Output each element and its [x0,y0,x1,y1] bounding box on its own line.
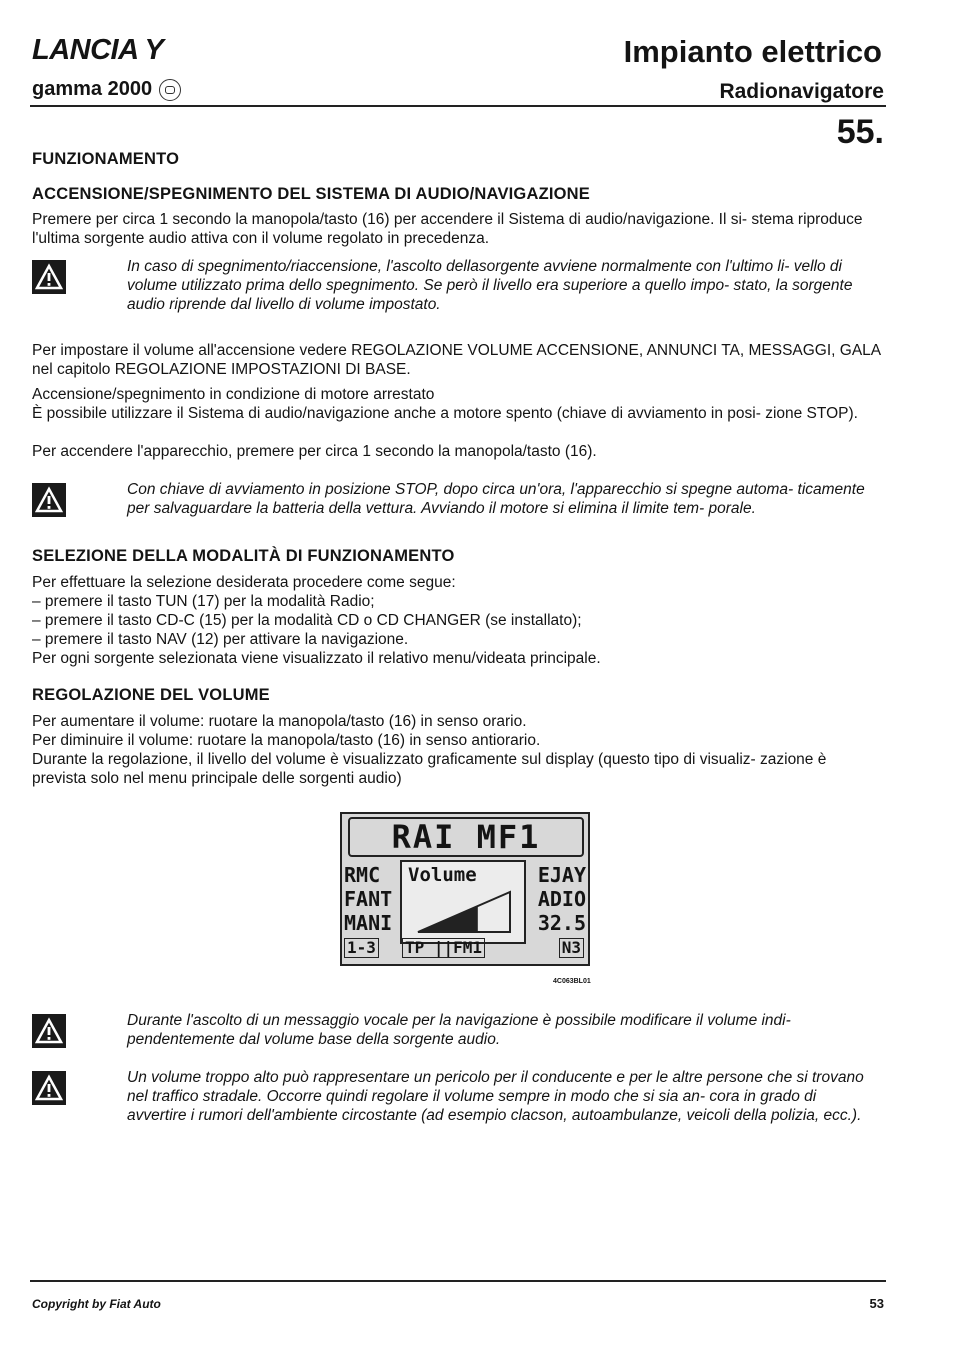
paragraph-volume-2: Per diminuire il volume: ruotare la manopola/tasto (16) in senso antiorario. [32,732,541,749]
footer-rule [30,1280,886,1282]
chapter-title: Impianto elettrico [623,34,882,69]
list-item-mode-1: – premere il tasto TUN (17) per la modalità Radio; [32,593,375,610]
display-left-row: RMC [344,863,381,887]
brand-title: LANCIA Y [32,34,164,66]
page-code: 55. [836,113,884,151]
warning-triangle-icon [32,1071,66,1105]
paragraph-mode-intro: Per effettuare la selezione desiderata procedere come segue: [32,574,456,591]
warning-note-1 [32,258,884,314]
heading-power: ACCENSIONE/SPEGNIMENTO DEL SISTEMA DI AUDIO/NAVIGAZIONE [32,185,590,203]
warning-triangle-icon [32,260,66,294]
warning-note-4 [32,1069,884,1125]
warning-note-3 [32,1012,884,1050]
page-number: 53 [869,1296,884,1311]
warning-note-text: In caso di spegnimento/riaccensione, l'ascolto dellasorgente avviene normalmente con l'ultimo li- vello di volume utilizzato prima dello spegnimento. Se però il livello era superiore a quello impo- stato, la sorgente audio riprende dal livello di volume impostato. [127,258,853,313]
header-rule [30,105,886,107]
radio-logo-icon [159,79,181,101]
warning-note-text: Un volume troppo alto può rappresentare un pericolo per il conducente e per le altre persone che si trovano nel traffico stradale. Occorre quindi regolare il volume sempre in modo che si sia an- cora in grado di avvertire i rumori dell'ambiente circostante (ad esempio clacson, autoambulanze, veicoli della polizia, ecc.). [127,1069,864,1124]
heading-volume: REGOLAZIONE DEL VOLUME [32,686,270,704]
paragraph-engine-off-2: Per accendere l'apparecchio, premere per circa 1 secondo la manopola/tasto (16). [32,443,597,460]
paragraph-volume-1: Per aumentare il volume: ruotare la manopola/tasto (16) in senso orario. [32,713,527,730]
heading-mode: SELEZIONE DELLA MODALITÀ DI FUNZIONAMENTO [32,547,455,565]
display-left-row: MANI [344,911,393,935]
warning-triangle-icon [32,1014,66,1048]
display-left-row: FANT [344,887,393,911]
model-range-label: gamma 2000 [32,78,153,100]
paragraph-engine-off: È possibile utilizzare il Sistema di audio/navigazione anche a motore spento (chiave di avviamento in posi- zione STOP). [32,405,858,422]
paragraph-volume-3: Durante la regolazione, il livello del volume è visualizzato graficamente sul display (questo tipo di visualiz- zazione è prevista solo nel menu principale delle sorgenti audio) [32,751,827,787]
subchapter-title: Radionavigatore [719,80,884,103]
display-station-name: RAI MF1 [348,817,584,857]
display-nav-indicator: N3 [559,938,584,958]
paragraph-mode-outro: Per ogni sorgente selezionata viene visualizzato il relativo menu/videata principale. [32,650,601,667]
volume-label: Volume [408,864,477,886]
warning-note-text: Con chiave di avviamento in posizione STOP, dopo circa un'ora, l'apparecchio si spegne automa- ticamente per salvaguardare la batteria della vettura. Avviando il motore si elimina il limite tem- porale. [127,481,865,517]
volume-popup [400,860,526,944]
display-preset-indicator: 1-3 [344,938,379,958]
model-range [32,78,181,101]
paragraph-power-1: Premere per circa 1 secondo la manopola/tasto (16) per accendere il Sistema di audio/navigazione. Il si- stema riproduce l'ultima sorgente audio attiva con il volume regolato in precedenza. [32,211,863,247]
figure-code: 4C063BL01 [553,978,591,985]
list-item-mode-3: – premere il tasto NAV (12) per attivare la navigazione. [32,631,409,648]
display-right-row: ADIO [537,887,586,911]
display-band-indicator: TP ||FM1 [402,938,485,958]
warning-note-2 [32,481,884,519]
display-right-row: 32.5 [537,911,586,935]
display-status-bar [344,938,584,960]
copyright-notice: Copyright by Fiat Auto [32,1297,161,1311]
paragraph-power-2: Per impostare il volume all'accensione vedere REGOLAZIONE VOLUME ACCENSIONE, ANNUNCI TA, MESSAGGI, GALA nel capitolo REGOLAZIONE IMPOSTAZIONI DI BASE. [32,342,881,378]
warning-triangle-icon [32,483,66,517]
list-item-mode-2: – premere il tasto CD-C (15) per la modalità CD o CD CHANGER (se installato); [32,612,582,629]
section-title: FUNZIONAMENTO [32,150,180,168]
display-right-row: EJAY [537,863,586,887]
paragraph-engine-off-title: Accensione/spegnimento in condizione di motore arrestato [32,386,435,403]
volume-level-ramp [416,890,512,934]
radio-display-figure [340,812,590,966]
warning-note-text: Durante l'ascolto di un messaggio vocale per la navigazione è possibile modificare il volume indi- pendentemente dal volume base della sorgente audio. [127,1012,791,1048]
